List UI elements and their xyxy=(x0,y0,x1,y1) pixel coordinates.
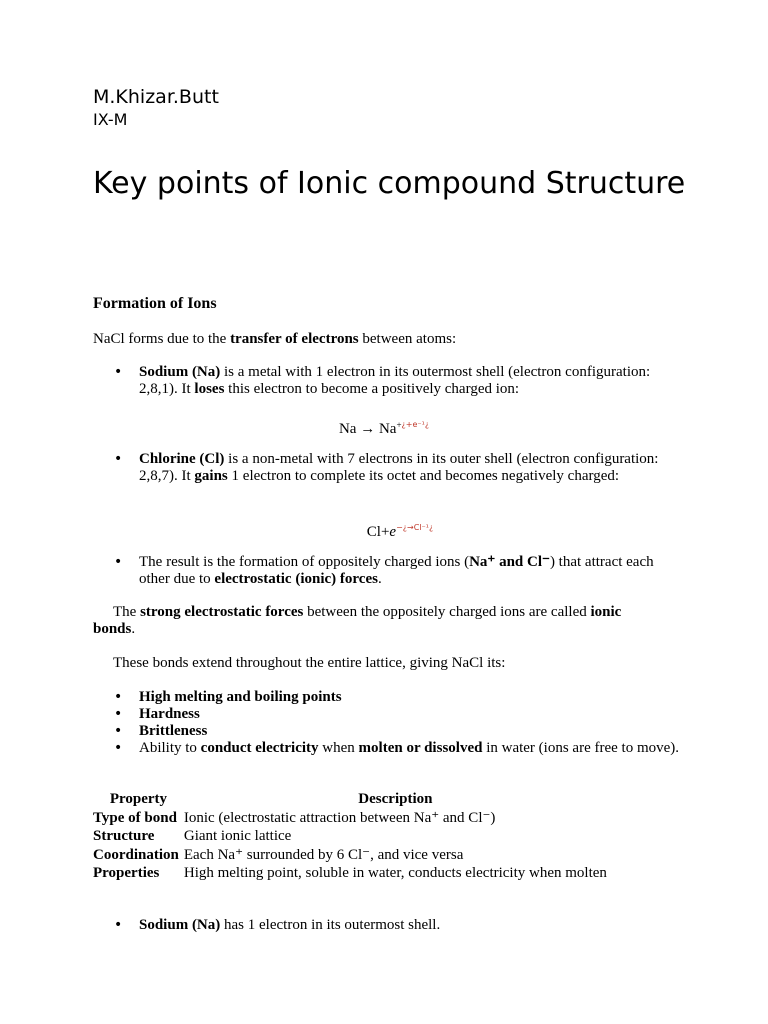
table-cell-property: Coordination xyxy=(93,846,179,863)
section-heading: Formation of Ions xyxy=(93,295,217,312)
author-class: IX-M xyxy=(93,110,128,129)
chlorine-equation: $Cl+e^{-¿\to Cl^{-1}¿}$ xyxy=(366,523,434,540)
sodium-shell-bullet xyxy=(93,917,683,934)
table-cell-property: Structure xyxy=(93,828,155,845)
table-cell-description: Each Na⁺ surrounded by 6 Cl⁻, and vice versa xyxy=(183,846,464,863)
table-row xyxy=(93,827,607,846)
sodium-equation: $Na \to Na^{+¿+e^{-1}¿}$ xyxy=(338,420,430,437)
list-item: • Ability to conduct electricity when molten or dissolved in water (ions are free to move). xyxy=(93,740,683,757)
table-cell-description: Ionic (electrostatic attraction between Na⁺ and Cl⁻) xyxy=(183,809,496,826)
properties-list xyxy=(93,689,683,757)
list-item: • High melting and boiling points xyxy=(93,689,683,706)
table-cell-description: Giant ionic lattice xyxy=(183,828,292,845)
list-item: • Chlorine (Cl) is a non-metal with 7 electrons in its outer shell (electron configuration: 2,8,7). It gains 1 electron to complete its octet and becomes negatively charged: xyxy=(93,451,683,485)
properties-table xyxy=(93,790,607,883)
list-item: • Hardness xyxy=(93,706,683,723)
chlorine-bullet xyxy=(93,451,683,485)
document-title: Key points of Ionic compound Structure xyxy=(93,166,686,201)
table-header-property: Property xyxy=(109,791,168,807)
table-row xyxy=(93,846,607,865)
list-item: • Sodium (Na) has 1 electron in its outermost shell. xyxy=(93,917,683,934)
list-item: • Brittleness xyxy=(93,723,683,740)
list-item: • Sodium (Na) is a metal with 1 electron in its outermost shell (electron configuration: 2,8,1). It loses this electron to become a positively charged ion: xyxy=(93,364,683,398)
table-cell-property: Properties xyxy=(93,865,160,882)
ionic-bonds-paragraph: The strong electrostatic forces between the oppositely charged ions are called ionic bonds. xyxy=(93,604,622,637)
table-cell-description: High melting point, soluble in water, conducts electricity when molten xyxy=(183,865,607,882)
equation-artifact: ¿+e⁻¹¿ xyxy=(401,420,430,429)
table-header-row xyxy=(93,790,607,809)
intro-paragraph: NaCl forms due to the transfer of electrons between atoms: xyxy=(93,331,457,347)
table-header-description: Description xyxy=(358,791,433,807)
result-bullet xyxy=(93,554,683,588)
list-item: • The result is the formation of oppositely charged ions (Na⁺ and Cl⁻) that attract each other due to electrostatic (ionic) forces. xyxy=(93,554,683,588)
sodium-bullet xyxy=(93,364,683,398)
table-row xyxy=(93,864,607,883)
table-row xyxy=(93,809,607,828)
lattice-paragraph: These bonds extend throughout the entire lattice, giving NaCl its: xyxy=(113,655,506,671)
equation-artifact: −¿→Cl⁻¹¿ xyxy=(396,523,434,532)
table-cell-property: Type of bond xyxy=(93,809,177,826)
author-name: M.Khizar.Butt xyxy=(93,86,219,108)
